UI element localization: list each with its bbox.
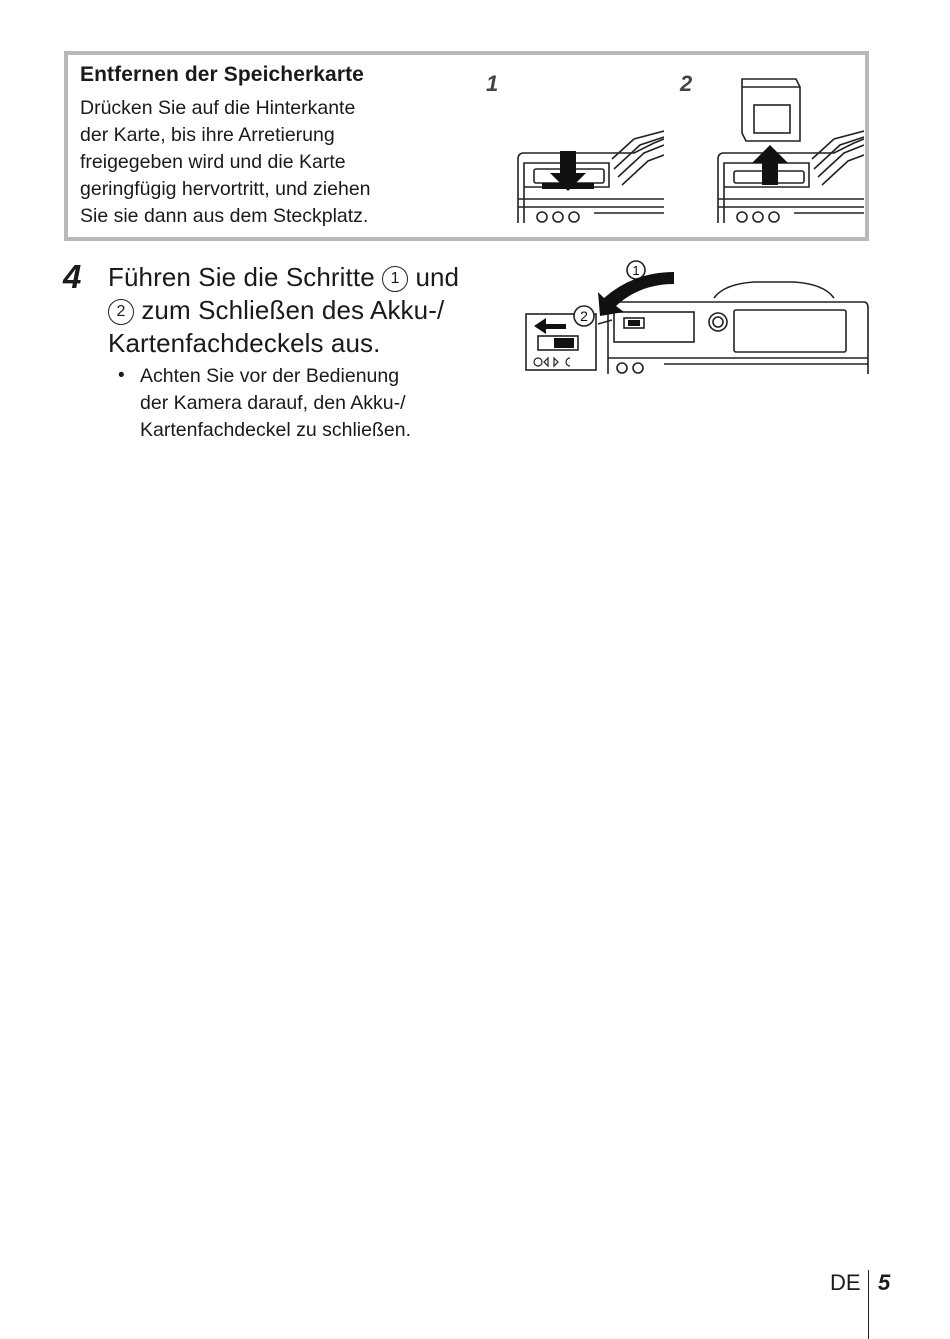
callout-1: 1	[632, 263, 640, 278]
circled-number-2: 2	[108, 299, 134, 325]
step-number: 4	[63, 258, 82, 295]
removal-info-box	[64, 51, 869, 241]
circled-number-1: 1	[382, 266, 408, 292]
cover-close-illustration	[524, 258, 870, 378]
step-instruction-line: Kartenfachdeckels aus.	[108, 328, 381, 358]
note-line: Achten Sie vor der Bedienung	[140, 365, 400, 387]
step-text: Führen Sie die Schritte	[108, 262, 375, 292]
footer-language: DE	[830, 1270, 861, 1295]
step-instruction-line	[108, 261, 459, 294]
step-instruction-line	[108, 294, 444, 327]
removal-box-title: Entfernen der Speicherkarte	[80, 63, 364, 86]
bullet-marker: •	[118, 365, 125, 386]
step-text: zum Schließen des Akku-/	[141, 295, 445, 325]
removal-box-line: Sie sie dann aus dem Steckplatz.	[80, 205, 369, 227]
page-number: 5	[878, 1270, 891, 1295]
callout-2: 2	[580, 308, 588, 324]
figure-1-label: 1	[486, 71, 499, 96]
figure-2-label: 2	[680, 71, 693, 96]
note-line: Kartenfachdeckel zu schließen.	[140, 419, 411, 441]
note-line: der Kamera darauf, den Akku-/	[140, 392, 406, 414]
removal-box-line: geringfügig hervortritt, und ziehen	[80, 178, 371, 200]
removal-box-line: Drücken Sie auf die Hinterkante	[80, 97, 356, 119]
card-pull-illustration	[714, 77, 864, 223]
footer-divider	[868, 1270, 869, 1339]
removal-box-line: freigegeben wird und die Karte	[80, 151, 346, 173]
step-text: und	[415, 262, 460, 292]
card-push-illustration	[514, 129, 664, 223]
removal-box-line: der Karte, bis ihre Arretierung	[80, 124, 335, 146]
